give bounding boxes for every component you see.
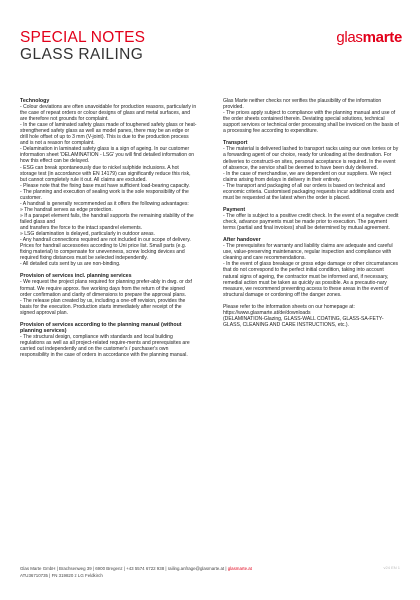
section-text: - The prerequisites for warranty and liability claims are adequate and careful use, value-preserving maintenance, regular inspection and compliance with cleaning and care recommendations. - In the event of glass breakage or gross edge damage or other circumstances that do not correspond to the perfect initial condition, taking into account natural signs of ageing, the contractor must be informed and, if necessary, remedial action must be taken as quickly as possible. As a precautio-nary measure, we recommend preventing access to these areas in the event of structural damage or cordoning off the danger zones.: [223, 243, 399, 298]
page-subtitle: GLASS RAILING: [20, 46, 144, 63]
footer-contact-line: [20, 565, 252, 572]
section-heading: Provision of services incl. planning services: [20, 273, 132, 280]
section-heading: Transport: [223, 140, 248, 147]
section-text: - The structural design, compliance with standards and local building regulations as well as all project-related require-ments and prerequisites are carried out independently and on the customer's / purchaser's own responsibility in the case of orders in accordance with the planning manual.: [20, 333, 190, 359]
footer-registration: ATU36710735 | FN 319820 z LG Feldkirch: [20, 573, 103, 579]
footer-address: Glas Marte GmbH | Brachsenweg 39 | 6900 Bregenz | +43 5574 6722 938 | railing.anfrage@glasmarte.at |: [20, 566, 228, 571]
glasmarte-logo: [336, 29, 402, 46]
section-text: - The offer is subject to a positive credit check. In the event of a negative credit check, advance payments must be made prior to execution. The payment terms (partial and final invoices) shall be determined by mutual agreement.: [223, 212, 399, 232]
section-transport: [223, 140, 400, 200]
document-number: v24 EN 1: [383, 565, 400, 570]
section-heading: Payment: [223, 206, 246, 213]
section-planning-services: [20, 273, 197, 315]
logo-marte: marte: [362, 29, 402, 46]
page-footer: [20, 565, 252, 579]
section-heading: Technology: [20, 98, 50, 104]
section-heading: Provision of services according to the planning manual (without planning services): [20, 321, 182, 334]
section-information-sheets: [223, 304, 400, 328]
section-planning-manual: [20, 322, 197, 358]
left-column: [20, 98, 197, 364]
section-text: - The material is delivered lashed to transport racks using our own lorries or by a forwarding agent of our choice, ready for unloading at the destination. For deliveries to constructi-on sites, personal acceptance is required. In the event of absence, the service shall be deemed to have been duly delivered. - In the case of merchandise, we are dependent on our suppliers. We reject claims arising from delays in delivery in their entirety. - The transport and packaging of all our orders is based on technical and economic criteria. Customised packaging requests incur additional costs and must be requested at the latest when the order is placed.: [223, 146, 399, 201]
section-text: Please refer to the information sheets on our homepage at: https://www.glasmarte.at/de/downloads (DELAMINATION-Glazing, GLASS-WALL COATING, GLASS-SA-FETY-GLASS, CLEANING AND CARE INSTRUCTIONS, etc.).: [223, 303, 384, 328]
footer-website-link[interactable]: glasmarte.at: [227, 566, 252, 571]
document-header: [20, 30, 145, 63]
section-payment: [223, 207, 400, 231]
section-text: Glas Marte neither checks nor verifies the plausibility of the information provided. - The prices apply subject to compliance with the planning manual and use of the order sheets contained therein. Deviating special solutions, technical support services or technical order processing shall be invoiced on the basis of a processing fee according to expenditure.: [223, 98, 399, 135]
section-technology: [20, 98, 197, 267]
section-text: - Colour deviations are often unavoidable for production reasons, particularly in the case of repeat orders or colour designs of glass and metal surfaces, and are therefore not grounds for complaint. - In the case of laminated safety glass made of toughened safety glass or heat-strengthened safety glass as well as model panes, there may be an edge or drill hole offset of up to 3 mm (V-joint). This is due to the production process and is not a reason for complaint. - Delamination in laminated safety glass is a sign of ageing. In our customer information sheet 'DELAMINATION - LSG' you will find detailed information on how this effect can be delayed. - ESG can break spontaneously due to nickel sulphide inclusions. A hot storage test (in accordance with EN 14179) can significantly reduce this risk, but cannot completely rule it out. All claims are excluded. - Please note that the fixing base must have sufficient load-bearing capacity. - The planning and execution of sealing work is the sole responsibility of the customer. - A handrail is generally recommended as it offers the following advantages: » The handrail serves as edge protection. » If a parapet element fails, the handrail supports the remaining stability of the failed glass and and transfers the force to the intact spandrel elements. » LSG delamination is delayed, particularly in outdoor areas. - Any handrail connections required are not included in our scope of delivery. Prices for handrail accessories according to Uni price list. Small parts (e.g. fixing material) to compensate for unevenness, screw locking devices and required fixing distances must be selected independently. - All detailed cuts sent by us are non-binding.: [20, 104, 197, 268]
logo-glas: glas: [336, 29, 363, 46]
section-text: - We request the project plans required for planning prefer-ably in dwg. or dxf format. We require approx. five working days from the return of the signed order confirmation and clarity of dimensions to prepare the approval plans. - The release plan created by us, including a one-off revision, provides the basis for the execution. Production starts immediately after receipt of the signed approval plan.: [20, 279, 192, 316]
section-continued: [223, 98, 400, 134]
section-heading: After handover: [223, 237, 261, 244]
right-column: [223, 98, 400, 334]
section-after-handover: [223, 237, 400, 297]
page-title: SPECIAL NOTES: [20, 29, 146, 46]
